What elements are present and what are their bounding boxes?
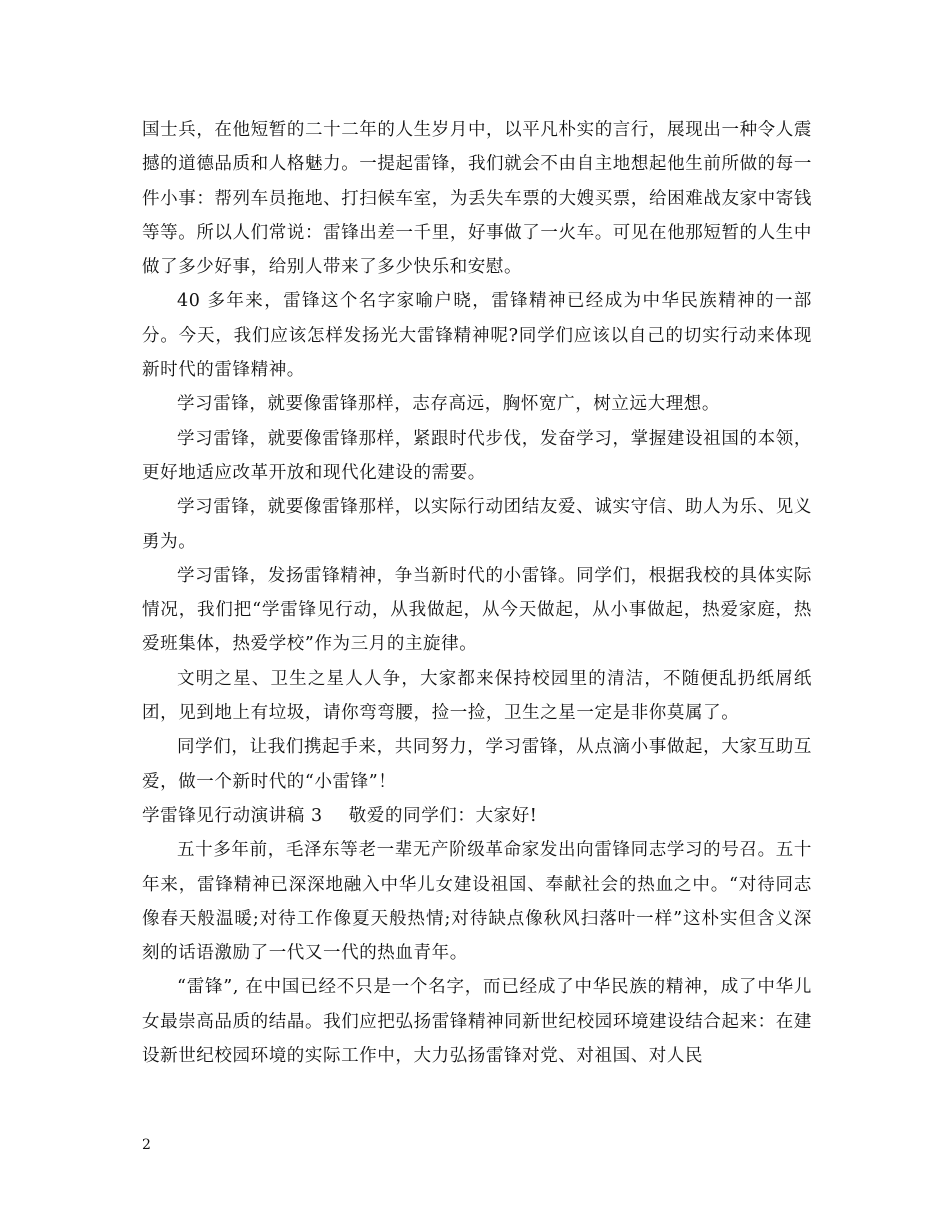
speech-heading: [142, 799, 812, 833]
paragraph-2: 40 多年来，雷锋这个名字家喻户晓，雷锋精神已经成为中华民族精神的一部分。今天，我们应该怎样发扬光大雷锋精神呢?同学们应该以自己的切实行动来体现新时代的雷锋精神。: [142, 291, 812, 381]
speech-title: 学雷锋见行动演讲稿 3: [142, 805, 323, 826]
paragraph-6: 学习雷锋，发扬雷锋精神，争当新时代的小雷锋。同学们，根据我校的具体实际情况，我们把“学雷锋见行动，从我做起，从今天做起，从小事做起，热爱家庭，热爱班集体，热爱学校”作为三月的主旋律。: [142, 565, 812, 655]
paragraph-3: 学习雷锋，就要像雷锋那样，志存高远，胸怀宽广，树立远大理想。: [177, 394, 720, 415]
paragraph-8: 同学们，让我们携起手来，共同努力，学习雷锋，从点滴小事做起，大家互助互爱，做一个新时代的“小雷锋”！: [142, 737, 812, 792]
document-page: [142, 113, 812, 1073]
paragraph-9: 五十多年前，毛泽东等老一辈无产阶级革命家发出向雷锋同志学习的号召。五十年来，雷锋精神已深深地融入中华儿女建设祖国、奉献社会的热血之中。“对待同志像春天般温暖;对待工作像夏天般热情;对待缺点像秋风扫落叶一样”这朴实但含义深刻的话语激励了一代又一代的热血青年。: [142, 840, 812, 964]
paragraph-7: 文明之星、卫生之星人人争，大家都来保持校园里的清洁，不随便乱扔纸屑纸团，见到地上有垃圾，请你弯弯腰，捡一捡，卫生之星一定是非你莫属了。: [142, 668, 812, 724]
speech-greeting: 敬爱的同学们：大家好!: [348, 805, 538, 826]
paragraph-10: “雷锋”, 在中国已经不只是一个名字，而已经成了中华民族的精神，成了中华儿女最崇高品质的结晶。我们应把弘扬雷锋精神同新世纪校园环境建设结合起来：在建设新世纪校园环境的实际工作中，大力弘扬雷锋对党、对祖国、对人民: [142, 977, 812, 1067]
paragraph-4: 学习雷锋，就要像雷锋那样，紧跟时代步伐，发奋学习，掌握建设祖国的本领，更好地适应改革开放和现代化建设的需要。: [142, 428, 812, 483]
page-number: 2: [142, 1137, 151, 1153]
paragraph-1: 国士兵，在他短暂的二十二年的人生岁月中，以平凡朴实的言行，展现出一种令人震撼的道德品质和人格魅力。一提起雷锋，我们就会不由自主地想起他生前所做的每一件小事：帮列车员拖地、打扫候车室，为丢失车票的大嫂买票，给困难战友家中寄钱等等。所以人们常说：雷锋出差一千里，好事做了一火车。可见在他那短暂的人生中做了多少好事，给别人带来了多少快乐和安慰。: [142, 120, 812, 278]
paragraph-5: 学习雷锋，就要像雷锋那样，以实际行动团结友爱、诚实守信、助人为乐、见义勇为。: [142, 497, 812, 552]
